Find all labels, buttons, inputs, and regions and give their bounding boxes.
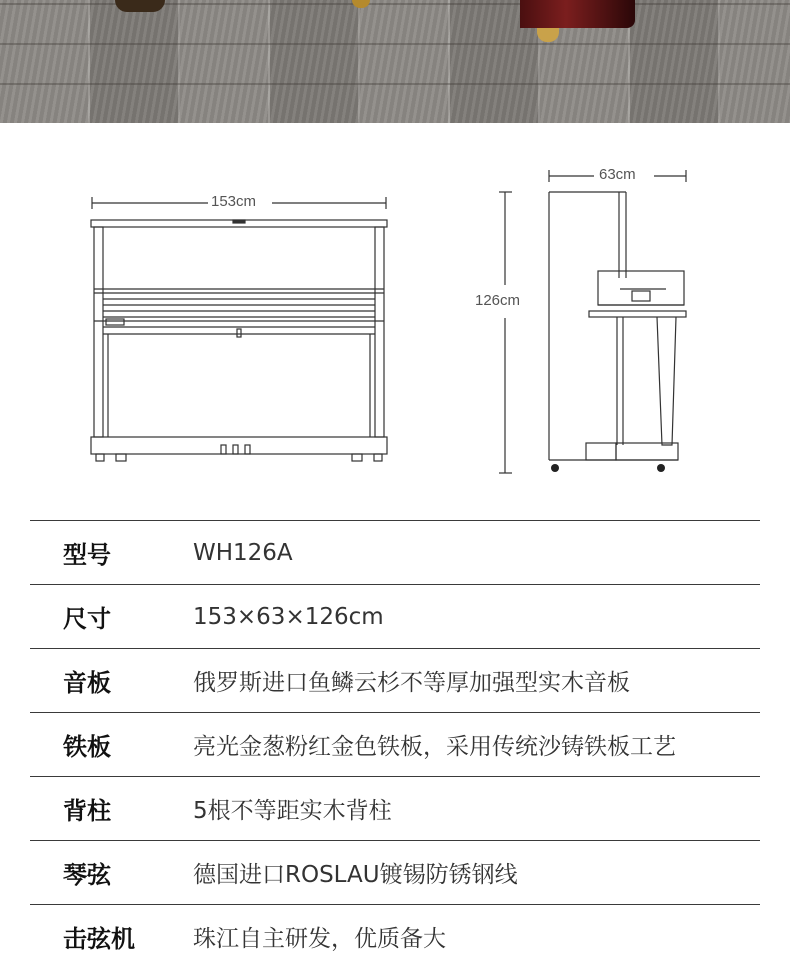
piano-front-view [0,123,790,503]
dimension-drawings [0,123,790,503]
spec-row [30,648,760,712]
spec-key: 音板 [63,669,111,697]
caster-wheel-icon [657,464,665,472]
spec-row [30,776,760,840]
spec-key: 背柱 [63,797,111,825]
spec-value: 珠江自主研发，优质备大 [193,926,446,952]
spec-key: 铁板 [63,733,111,761]
spec-key: 尺寸 [63,605,111,633]
height-label: 126cm [472,292,523,310]
spec-value: 153×63×126cm [193,603,384,630]
floor-photo [0,0,790,123]
spec-key: 琴弦 [63,861,111,889]
spec-value: 亮光金葱粉红金色铁板，采用传统沙铸铁板工艺 [193,734,676,760]
spec-row [30,584,760,648]
floor-planks [0,0,790,123]
spec-row [30,712,760,776]
depth-label: 63cm [596,166,639,184]
spec-row [30,520,760,584]
spec-key: 型号 [63,541,111,569]
piano-base [520,0,635,28]
caster-wheel-icon [551,464,559,472]
spec-value: WH126A [193,539,293,566]
piano-bench-leg [115,0,165,12]
spec-table [30,520,760,968]
spec-value: 德国进口ROSLAU镀锡防锈钢线 [193,862,518,888]
spec-value: 5根不等距实木背柱 [193,798,392,824]
spec-value: 俄罗斯进口鱼鳞云杉不等厚加强型实木音板 [193,670,630,696]
spec-row [30,840,760,904]
width-label: 153cm [208,193,259,211]
spec-key: 击弦机 [63,925,135,953]
spec-row [30,904,760,968]
